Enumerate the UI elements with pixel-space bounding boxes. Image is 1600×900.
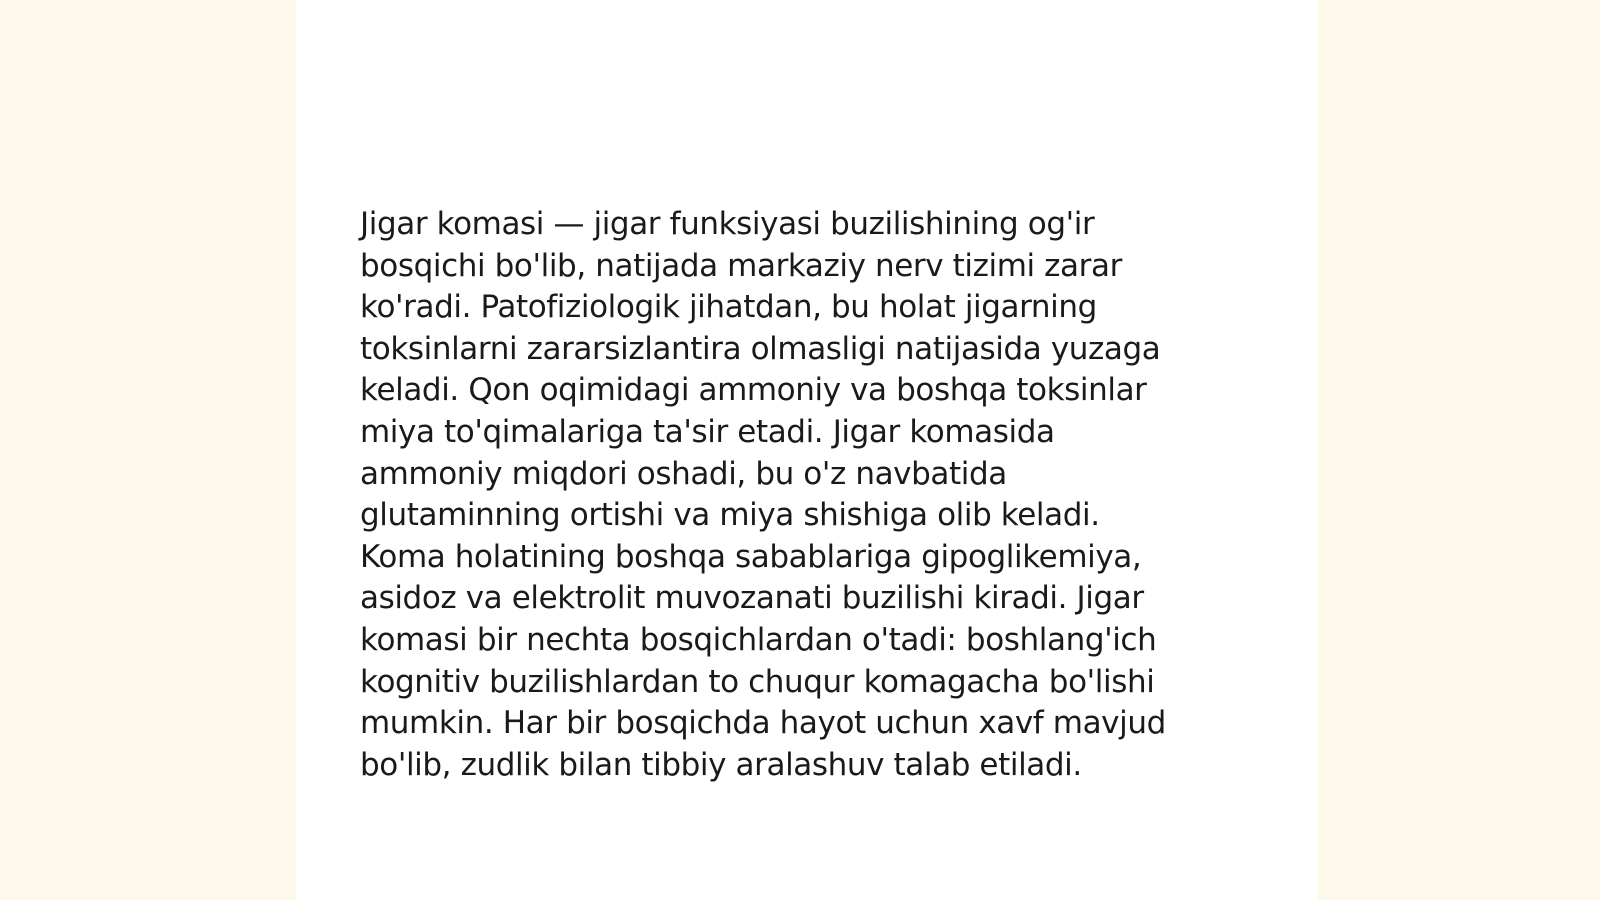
text-line: bo'lib, zudlik bilan tibbiy aralashuv talab etiladi. <box>360 746 1082 783</box>
text-line: ammoniy miqdori oshadi, bu o'z navbatida <box>360 455 1007 492</box>
text-line: bosqichi bo'lib, natijada markaziy nerv tizimi zarar <box>360 247 1122 284</box>
text-line: ko'radi. Patofiziologik jihatdan, bu holat jigarning <box>360 289 1097 326</box>
text-line: glutaminning ortishi va miya shishiga olib keladi. <box>360 497 1100 534</box>
text-line: mumkin. Har bir bosqichda hayot uchun xavf mavjud <box>360 705 1166 742</box>
text-line: toksinlarni zararsizlantira olmasligi natijasida yuzaga <box>360 330 1161 367</box>
document-page <box>296 0 1318 900</box>
text-line: asidoz va elektrolit muvozanati buzilishi kiradi. Jigar <box>360 580 1144 617</box>
text-line: Jigar komasi — jigar funksiyasi buzilishining og'ir <box>360 206 1095 242</box>
text-line: keladi. Qon oqimidagi ammoniy va boshqa toksinlar <box>360 372 1147 409</box>
text-line: Koma holatining boshqa sabablariga gipoglikemiya, <box>360 538 1142 575</box>
text-line: miya to'qimalariga ta'sir etadi. Jigar komasida <box>360 413 1055 450</box>
text-line: kognitiv buzilishlardan to chuqur komagacha bo'lishi <box>360 663 1155 700</box>
text-line: komasi bir nechta bosqichlardan o'tadi: boshlang'ich <box>360 621 1157 658</box>
body-paragraph <box>360 204 1240 786</box>
